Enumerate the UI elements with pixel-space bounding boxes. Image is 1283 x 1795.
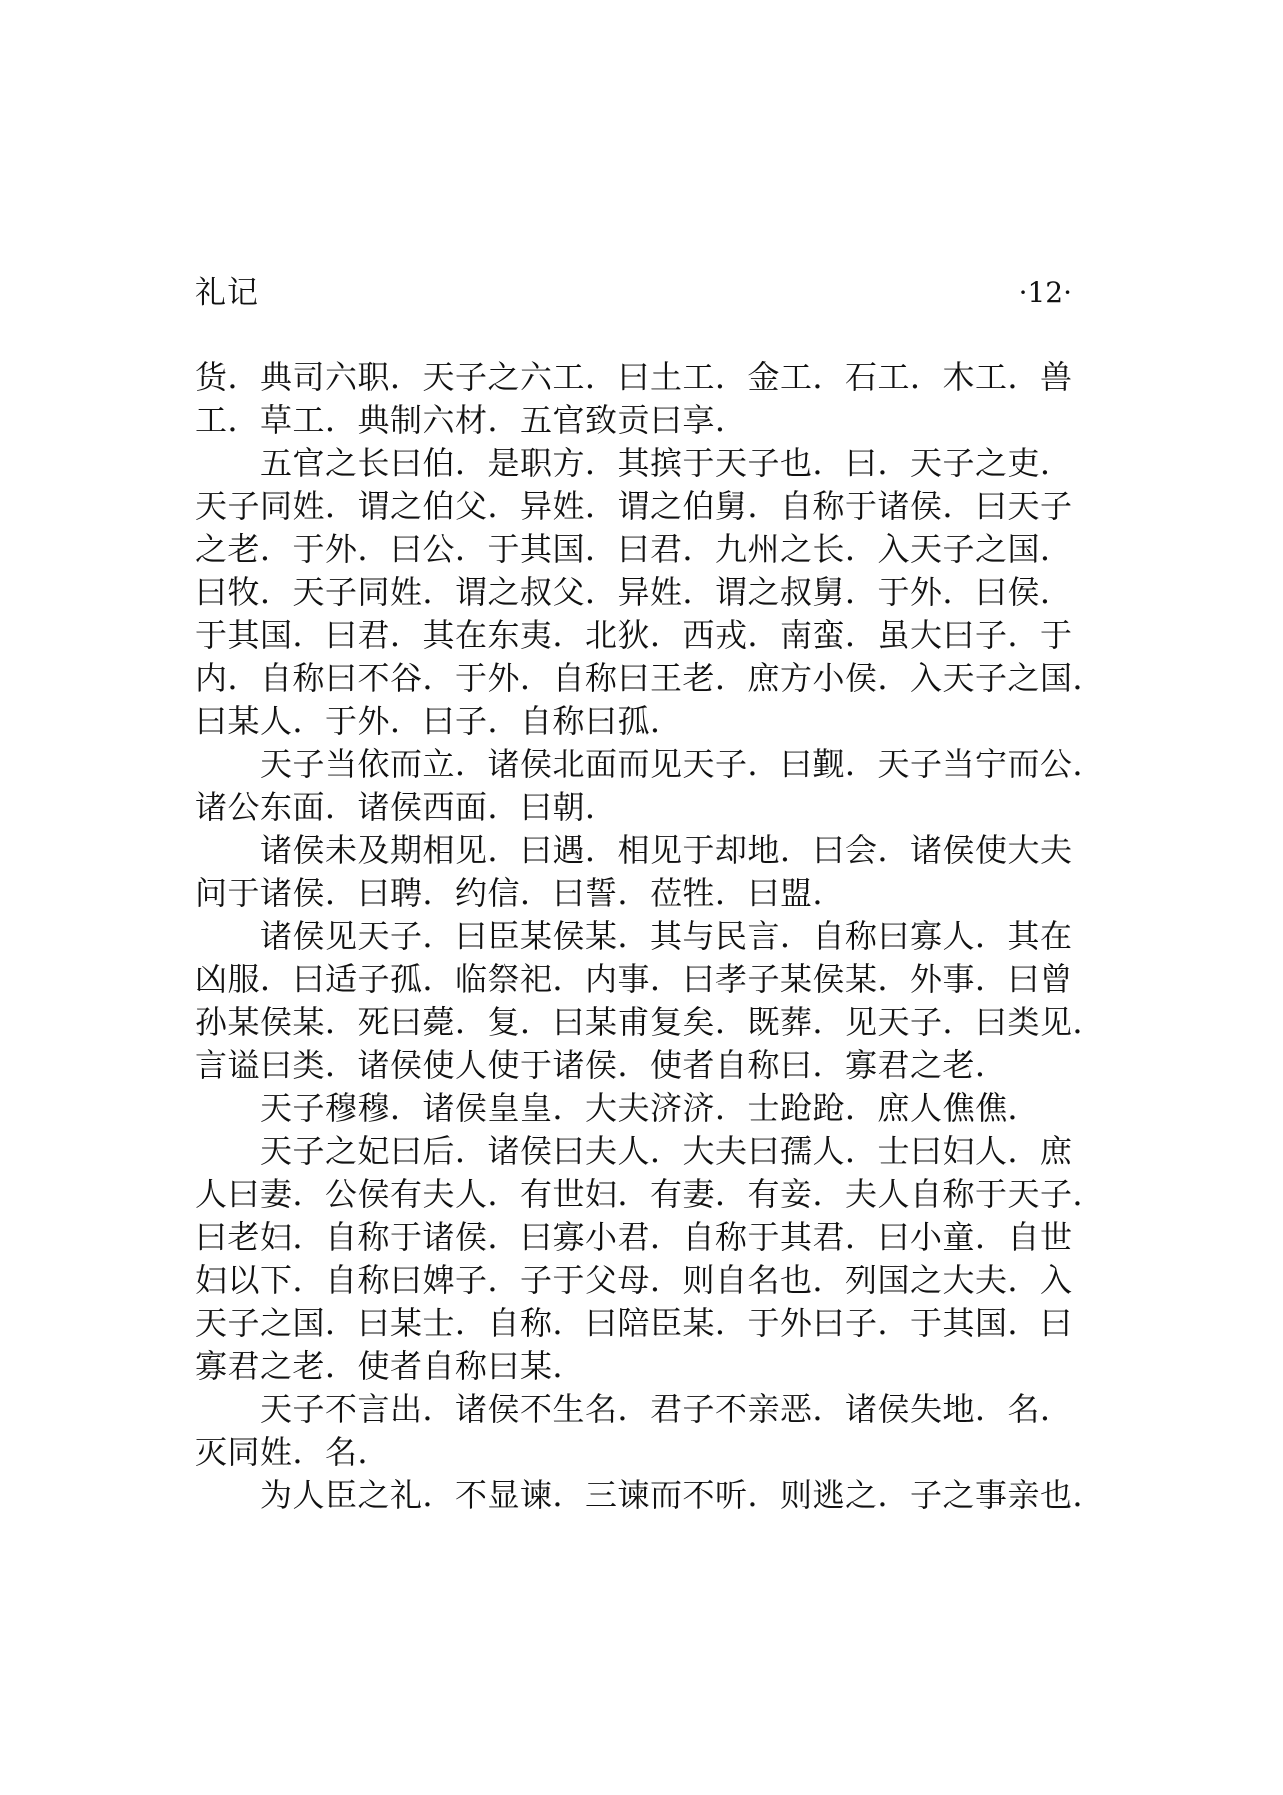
text-line: 货．典司六职．天子之六工．曰土工．金工．石工．木工．兽: [195, 358, 1073, 396]
paragraph: [195, 829, 1155, 915]
text-line: 问于诸侯．曰聘．约信．曰誓．莅牲．曰盟．: [195, 874, 846, 912]
text-line: 工．草工．典制六材．五官致贡曰享．: [195, 401, 748, 439]
page-number: ·12·: [1018, 276, 1072, 309]
text-line: 之老．于外．曰公．于其国．曰君．九州之长．入天子之国．: [195, 530, 1073, 568]
text-line: 曰某人．于外．曰子．自称曰孤．: [195, 702, 683, 740]
text-line: 寡君之老．使者自称曰某．: [195, 1347, 586, 1385]
paragraph: [195, 1474, 1155, 1517]
text-line: 妇以下．自称曰婢子．子于父母．则自名也．列国之大夫．入: [195, 1261, 1073, 1299]
paragraph: [195, 356, 1155, 442]
body-text: [195, 356, 1155, 1517]
text-line: 曰老妇．自称于诸侯．曰寡小君．自称于其君．曰小童．自世: [195, 1218, 1073, 1256]
running-header-title: 礼记: [195, 275, 259, 311]
text-line: 五官之长曰伯．是职方．其摈于天子也．曰．天子之吏．: [260, 444, 1073, 482]
paragraph: [195, 915, 1155, 1087]
paragraph: [195, 1130, 1155, 1388]
text-line: 于其国．曰君．其在东夷．北狄．西戎．南蛮．虽大曰子．于: [195, 616, 1073, 654]
text-line: 天子同姓．谓之伯父．异姓．谓之伯舅．自称于诸侯．曰天子: [195, 487, 1073, 525]
text-line: 人曰妻．公侯有夫人．有世妇．有妻．有妾．夫人自称于天子．: [195, 1175, 1106, 1213]
text-line: 灭同姓．名．: [195, 1433, 391, 1471]
paragraph: [195, 743, 1155, 829]
text-line: 天子不言出．诸侯不生名．君子不亲恶．诸侯失地．名．: [260, 1390, 1073, 1428]
text-line: 诸侯未及期相见．曰遇．相见于却地．曰会．诸侯使大夫: [260, 831, 1073, 869]
paragraph: [195, 1388, 1155, 1474]
text-line: 天子穆穆．诸侯皇皇．大夫济济．士跄跄．庶人僬僬．: [260, 1089, 1041, 1127]
text-line: 天子之国．曰某士．自称．曰陪臣某．于外曰子．于其国．曰: [195, 1304, 1073, 1342]
text-line: 曰牧．天子同姓．谓之叔父．异姓．谓之叔舅．于外．曰侯．: [195, 573, 1073, 611]
text-line: 天子当依而立．诸侯北面而见天子．曰觐．天子当宁而公．: [260, 745, 1106, 783]
paragraph: [195, 442, 1155, 743]
text-line: 诸公东面．诸侯西面．曰朝．: [195, 788, 618, 826]
running-header: [195, 273, 1072, 313]
text-line: 言谥曰类．诸侯使人使于诸侯．使者自称曰．寡君之老．: [195, 1046, 1008, 1084]
text-line: 凶服．曰适子孤．临祭祀．内事．曰孝子某侯某．外事．曰曾: [195, 960, 1073, 998]
paragraph: [195, 1087, 1155, 1130]
text-line: 诸侯见天子．曰臣某侯某．其与民言．自称曰寡人．其在: [260, 917, 1073, 955]
text-line: 孙某侯某．死曰薨．复．曰某甫复矣．既葬．见天子．曰类见．: [195, 1003, 1106, 1041]
text-line: 为人臣之礼．不显谏．三谏而不听．则逃之．子之事亲也．: [260, 1476, 1106, 1514]
text-line: 内．自称曰不谷．于外．自称曰王老．庶方小侯．入天子之国．: [195, 659, 1106, 697]
text-line: 天子之妃曰后．诸侯曰夫人．大夫曰孺人．士曰妇人．庶: [260, 1132, 1073, 1170]
